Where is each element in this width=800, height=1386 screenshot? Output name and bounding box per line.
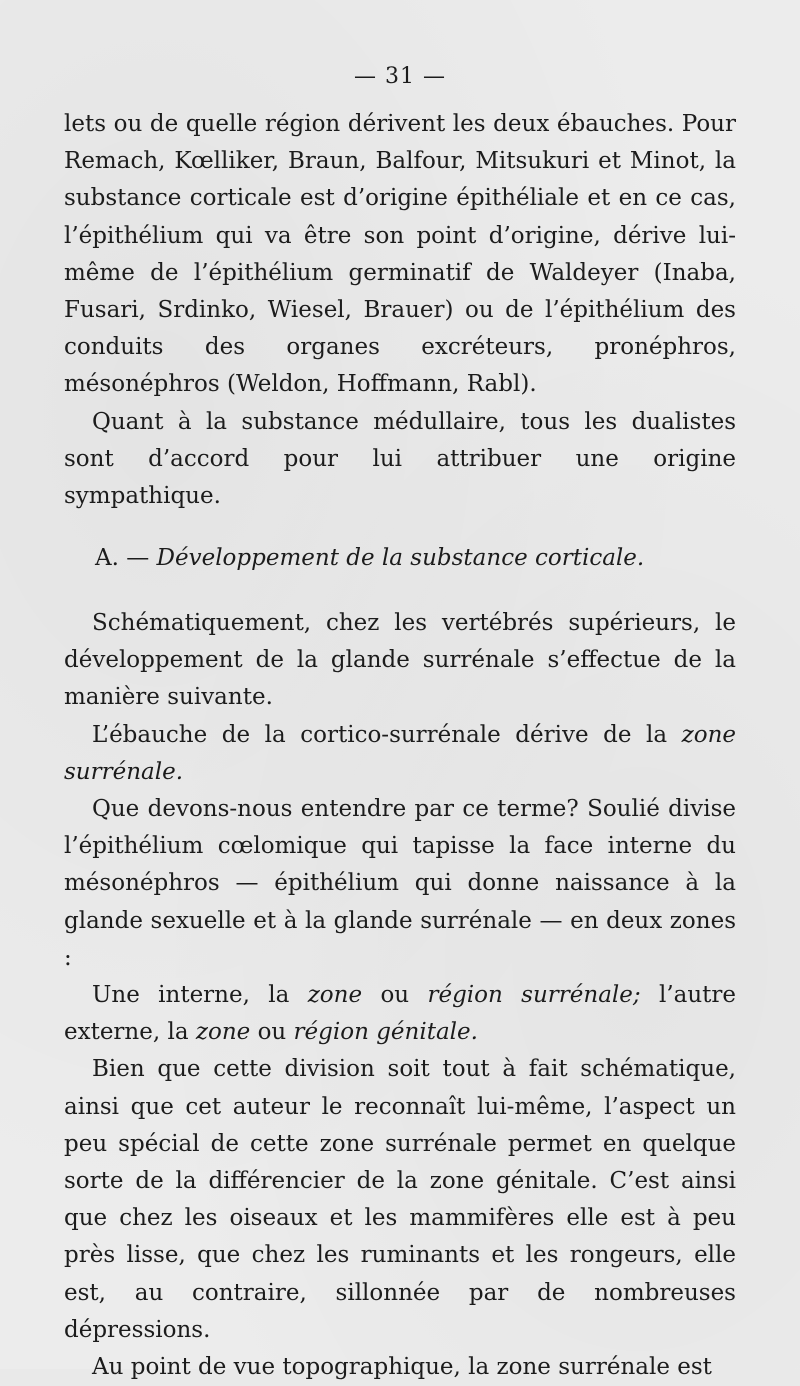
text-block-top: [64, 106, 736, 515]
section-letter: A. —: [95, 545, 150, 571]
text-block-bottom: [64, 605, 736, 1386]
paragraph-origins: lets ou de quelle région dérivent les deux ébauches. Pour Remach, Kœlliker, Braun, Balfour, Mitsukuri et Minot, la substance corticale est d’origine épithéliale et en ce cas, l’épithélium qui va être son point d’origine, dérive lui-même de l’épithélium germinatif de Waldeyer (Inaba, Fusari, Srdinko, Wiesel, Brauer) ou de l’épithélium des conduits des organes excréteurs, pronéphros, mésonéphros (Weldon, Hoffmann, Rabl).: [64, 111, 736, 398]
paragraph-division: Bien que cette division soit tout à fait schématique, ainsi que cet auteur le reconnaît lui-même, l’aspect un peu spécial de cette zone surrénale permet en quelque sorte de la différencier de la zone génitale. C’est ainsi que chez les oiseaux et les mammifères elle est à peu près lisse, que chez les ruminants et les rongeurs, elle est, au contraire, sillonnée par de nombreuses dépressions.: [64, 1056, 736, 1343]
paragraph-topography: Au point de vue topographique, la zone surrénale est: [92, 1354, 712, 1381]
paragraph-definition: Que devons-nous entendre par ce terme? Soulié divise l’épithélium cœlomique qui tapisse la face interne du mésonéphros — épithélium qui donne naissance à la glande sexuelle et à la glande surrénale — en deux zones :: [64, 796, 736, 971]
ebauche-lead: L’ébauche de la cortico-surrénale dérive de la: [92, 721, 668, 748]
zones-text-ou-1: ou: [380, 982, 410, 1009]
zones-term-zone-2: zone: [195, 1019, 251, 1046]
section-title: Développement de la substance corticale.: [156, 545, 645, 571]
paragraph-schematic: Schématiquement, chez les vertébrés supérieurs, le développement de la glande surrénale s’effectue de la manière suivante.: [64, 610, 736, 711]
paragraph-ebauche: [64, 717, 736, 791]
zones-term-region-genitale: région génitale.: [293, 1019, 478, 1046]
zones-term-region-surrenale: région surrénale;: [427, 982, 641, 1009]
zones-term-zone-1: zone: [307, 982, 363, 1009]
zones-text-ou-2: ou: [257, 1019, 287, 1046]
paragraph-medullary: Quant à la substance médullaire, tous les dualistes sont d’accord pour lui attribuer une origine sympathique.: [64, 408, 736, 510]
paragraph-zones: [64, 977, 736, 1051]
page-number: — 31 —: [354, 64, 446, 89]
zones-text-a: Une interne, la: [92, 982, 290, 1009]
ebauche-term: zone surrénale.: [64, 721, 737, 785]
zones-text-e: l’autre externe, la: [64, 982, 737, 1046]
section-heading: [95, 540, 735, 577]
